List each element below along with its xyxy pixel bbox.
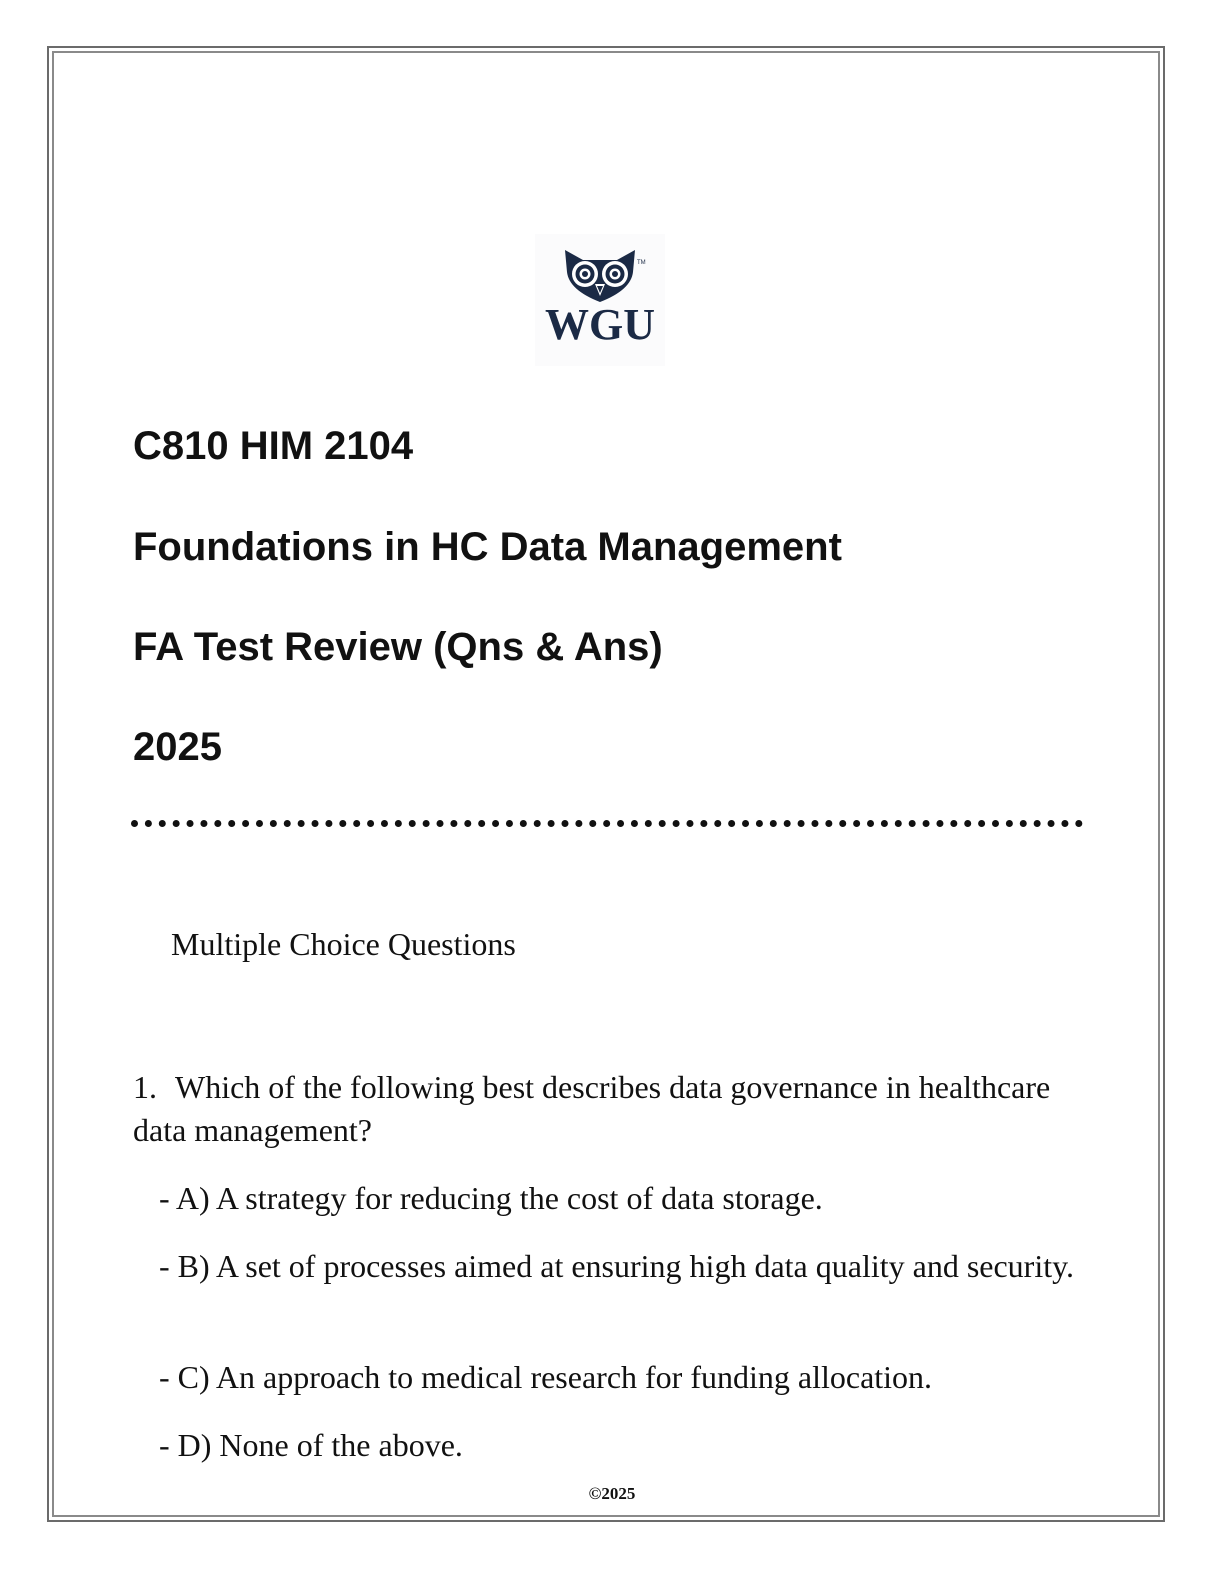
question-number: 1. [133, 1069, 157, 1105]
svg-text:TM: TM [637, 260, 646, 266]
copyright-footer: ©2025 [588, 1484, 636, 1503]
option-a: - A) A strategy for reducing the cost of data storage. [159, 1180, 823, 1216]
option-b: - B) A set of processes aimed at ensuring high data quality and security. [159, 1248, 1075, 1284]
wgu-logo [535, 234, 665, 366]
question-1 [133, 1066, 1093, 1152]
year-title: 2025 [133, 725, 222, 769]
section-heading: Multiple Choice Questions [171, 926, 516, 962]
question-text: Which of the following best describes data governance in healthcare data management? [133, 1069, 1051, 1148]
option-d: - D) None of the above. [159, 1427, 463, 1463]
logo-wordmark: WGU [545, 300, 655, 349]
course-name-title: Foundations in HC Data Management [133, 525, 842, 569]
option-c: - C) An approach to medical research for funding allocation. [159, 1359, 933, 1395]
document-type-title: FA Test Review (Qns & Ans) [133, 625, 663, 669]
owl-icon [565, 250, 646, 302]
dotted-divider [131, 820, 1083, 827]
course-code-title: C810 HIM 2104 [133, 424, 414, 468]
